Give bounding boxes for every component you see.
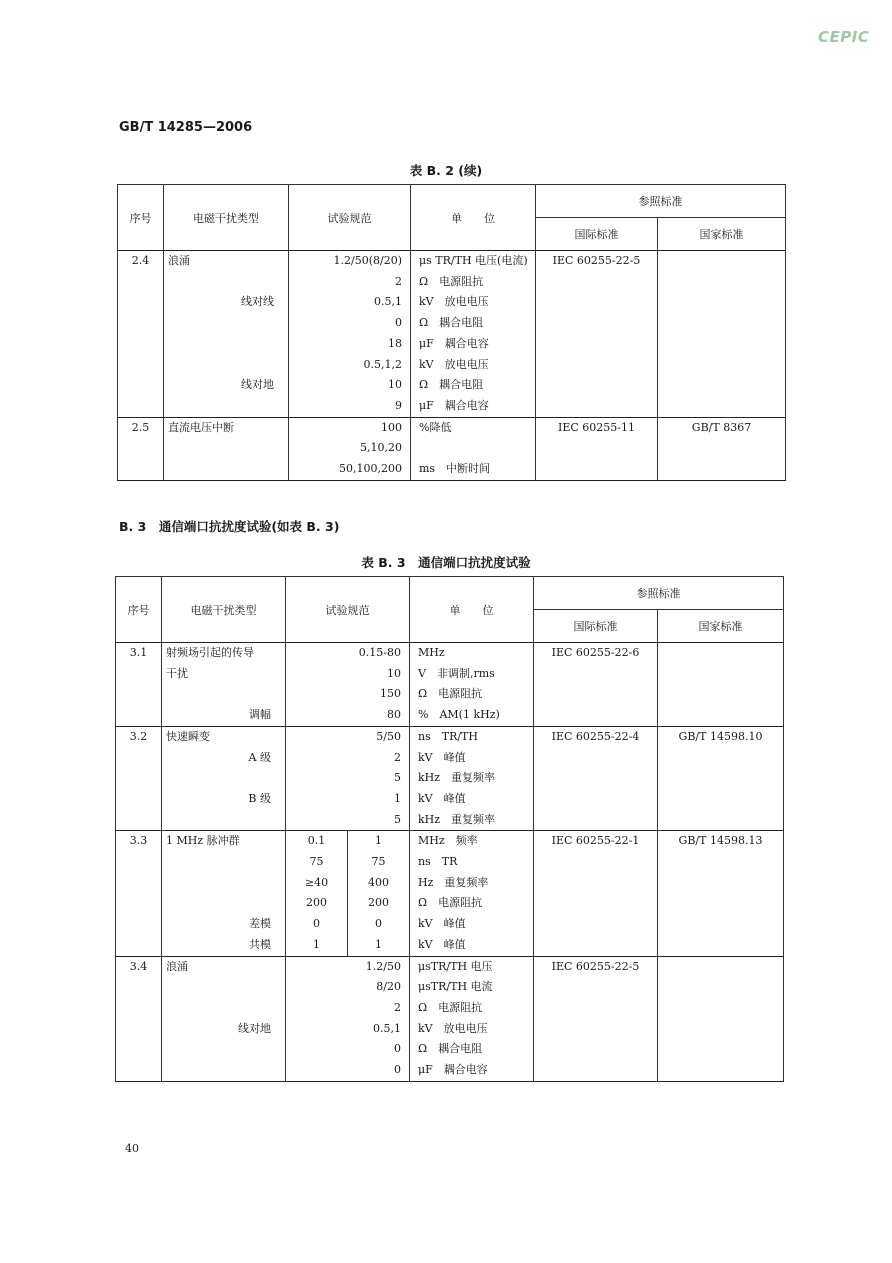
header-seq: 序号	[116, 577, 162, 643]
cell-natl: GB/T 14598.13	[658, 831, 784, 852]
cell-unit: ns TR/TH	[410, 726, 534, 747]
cell-natl	[658, 956, 784, 977]
header-seq: 序号	[118, 185, 164, 251]
cell-type: A 级	[162, 748, 286, 769]
header-natl: 国家标准	[658, 610, 784, 643]
cell-type: 差模	[162, 914, 286, 935]
cell-intl	[534, 1019, 658, 1040]
cell-intl	[534, 684, 658, 705]
cell-intl	[534, 748, 658, 769]
cell-seq	[116, 705, 162, 726]
cell-spec-max: 75	[348, 852, 410, 873]
table-b3-caption: 表 B. 3 通信端口抗扰度试验	[361, 555, 531, 570]
cell-seq	[116, 893, 162, 914]
cell-seq	[118, 313, 164, 334]
cell-type	[162, 998, 286, 1019]
table-row	[116, 1019, 784, 1040]
cell-type: 干扰	[162, 664, 286, 685]
table-row	[116, 1060, 784, 1081]
table-row	[116, 643, 784, 664]
cell-natl	[658, 789, 784, 810]
cell-unit: μF 耦合电容	[410, 1060, 534, 1081]
header-type: 电磁干扰类型	[164, 185, 289, 251]
cell-spec-max: 0	[348, 914, 410, 935]
table-row	[116, 935, 784, 956]
cell-type: 线对地	[164, 375, 289, 396]
cell-type	[164, 355, 289, 376]
cell-intl: IEC 60255-11	[536, 417, 658, 438]
cell-natl	[658, 355, 786, 376]
cell-spec: 0	[286, 1060, 410, 1081]
cell-type: 快速瞬变	[162, 726, 286, 747]
cell-seq	[116, 684, 162, 705]
cell-intl	[534, 998, 658, 1019]
cell-type	[162, 768, 286, 789]
table-row	[116, 768, 784, 789]
cell-natl	[658, 935, 784, 956]
cell-seq	[116, 1019, 162, 1040]
cell-seq: 3.3	[116, 831, 162, 852]
cell-natl	[658, 396, 786, 417]
cell-intl	[536, 272, 658, 293]
table-row	[116, 893, 784, 914]
cell-natl	[658, 459, 786, 480]
cell-type: 共模	[162, 935, 286, 956]
cell-spec: 5,10,20	[289, 438, 411, 459]
cell-type: 浪涌	[164, 251, 289, 272]
cell-unit	[411, 438, 536, 459]
publisher-logo: CEPIC	[818, 28, 870, 46]
cell-seq: 2.5	[118, 417, 164, 438]
cell-natl	[658, 272, 786, 293]
cell-unit: V 非调制,rms	[410, 664, 534, 685]
cell-spec: 5	[286, 768, 410, 789]
cell-type	[164, 334, 289, 355]
header-natl: 国家标准	[658, 218, 786, 251]
cell-spec-min: 0.1	[286, 831, 348, 852]
cell-intl	[536, 396, 658, 417]
cell-natl	[658, 334, 786, 355]
cell-seq	[116, 914, 162, 935]
cell-seq	[116, 873, 162, 894]
table-row	[118, 272, 786, 293]
header-unit: 单 位	[411, 185, 536, 251]
cell-spec: 1.2/50(8/20)	[289, 251, 411, 272]
table-row	[118, 334, 786, 355]
cell-natl	[658, 748, 784, 769]
table-row	[118, 459, 786, 480]
cell-spec: 2	[289, 272, 411, 293]
cell-intl	[534, 914, 658, 935]
table-row	[116, 705, 784, 726]
header-spec: 试验规范	[286, 577, 410, 643]
cell-type	[164, 438, 289, 459]
cell-type	[162, 873, 286, 894]
cell-type: 线对地	[162, 1019, 286, 1040]
cell-unit: Ω 耦合电阻	[411, 313, 536, 334]
cell-seq: 3.2	[116, 726, 162, 747]
table-row	[116, 831, 784, 852]
cell-type: 射频场引起的传导	[162, 643, 286, 664]
cell-natl	[658, 375, 786, 396]
table-b2	[117, 184, 786, 481]
cell-seq: 2.4	[118, 251, 164, 272]
cell-type: 1 MHz 脉冲群	[162, 831, 286, 852]
cell-spec: 0	[286, 1039, 410, 1060]
cell-unit: μF 耦合电容	[411, 396, 536, 417]
cell-seq	[116, 748, 162, 769]
cell-natl	[658, 705, 784, 726]
cell-unit: μs TR/TH 电压(电流)	[411, 251, 536, 272]
cell-unit: kV 放电电压	[411, 355, 536, 376]
cell-unit: μsTR/TH 电流	[410, 977, 534, 998]
cell-type: 浪涌	[162, 956, 286, 977]
cell-type: 调幅	[162, 705, 286, 726]
header-ref: 参照标准	[534, 577, 784, 610]
cell-seq	[118, 355, 164, 376]
table-row	[118, 396, 786, 417]
cell-spec-max: 1	[348, 831, 410, 852]
cell-unit: kV 放电电压	[410, 1019, 534, 1040]
cell-natl	[658, 768, 784, 789]
cell-natl	[658, 313, 786, 334]
cell-intl: IEC 60255-22-5	[534, 956, 658, 977]
cell-unit: ns TR	[410, 852, 534, 873]
cell-intl	[536, 292, 658, 313]
cell-spec-min: 200	[286, 893, 348, 914]
cell-unit: Ω 耦合电阻	[411, 375, 536, 396]
cell-unit: μF 耦合电容	[411, 334, 536, 355]
cell-unit: Ω 电源阻抗	[410, 684, 534, 705]
cell-spec: 150	[286, 684, 410, 705]
header-spec: 试验规范	[289, 185, 411, 251]
cell-spec: 8/20	[286, 977, 410, 998]
cell-natl: GB/T 8367	[658, 417, 786, 438]
cell-seq	[116, 1039, 162, 1060]
cell-seq	[118, 375, 164, 396]
cell-intl	[536, 313, 658, 334]
cell-type	[162, 852, 286, 873]
cell-seq	[118, 396, 164, 417]
cell-natl	[658, 684, 784, 705]
header-intl: 国际标准	[534, 610, 658, 643]
cell-unit: Ω 电源阻抗	[411, 272, 536, 293]
table-row	[118, 355, 786, 376]
cell-spec: 1	[286, 789, 410, 810]
cell-seq	[116, 664, 162, 685]
table-row	[116, 789, 784, 810]
table-row	[116, 726, 784, 747]
cell-intl: IEC 60255-22-4	[534, 726, 658, 747]
cell-spec: 80	[286, 705, 410, 726]
table-b3	[115, 576, 784, 1082]
cell-intl	[534, 768, 658, 789]
table-row	[116, 748, 784, 769]
cell-unit: Ω 耦合电阻	[410, 1039, 534, 1060]
cell-unit: kV 峰值	[410, 914, 534, 935]
cell-natl	[658, 438, 786, 459]
cell-spec: 9	[289, 396, 411, 417]
cell-natl	[658, 1039, 784, 1060]
cell-type	[162, 810, 286, 831]
table-row	[116, 914, 784, 935]
cell-seq	[116, 935, 162, 956]
cell-unit: ms 中断时间	[411, 459, 536, 480]
cell-spec: 10	[286, 664, 410, 685]
cell-spec: 10	[289, 375, 411, 396]
cell-intl	[534, 705, 658, 726]
cell-intl	[536, 355, 658, 376]
cell-natl	[658, 998, 784, 1019]
cell-natl	[658, 873, 784, 894]
cell-spec-min: 1	[286, 935, 348, 956]
header-type: 电磁干扰类型	[162, 577, 286, 643]
table-row	[118, 313, 786, 334]
cell-unit: MHz 频率	[410, 831, 534, 852]
cell-natl	[658, 251, 786, 272]
cell-natl	[658, 914, 784, 935]
cell-unit: kV 峰值	[410, 748, 534, 769]
cell-intl	[534, 873, 658, 894]
cell-spec-max: 1	[348, 935, 410, 956]
table-row	[116, 998, 784, 1019]
cell-spec: 50,100,200	[289, 459, 411, 480]
table-row	[116, 852, 784, 873]
cell-intl	[534, 789, 658, 810]
table-row	[116, 977, 784, 998]
cell-seq	[116, 768, 162, 789]
cell-spec-min: 0	[286, 914, 348, 935]
table-row	[118, 251, 786, 272]
cell-spec: 0	[289, 313, 411, 334]
cell-seq	[116, 852, 162, 873]
table-row	[116, 1039, 784, 1060]
cell-unit: %降低	[411, 417, 536, 438]
cell-unit: μsTR/TH 电压	[410, 956, 534, 977]
cell-intl: IEC 60255-22-5	[536, 251, 658, 272]
cell-spec-max: 400	[348, 873, 410, 894]
cell-spec: 5	[286, 810, 410, 831]
table-row	[118, 375, 786, 396]
table-row	[118, 417, 786, 438]
cell-intl: IEC 60255-22-1	[534, 831, 658, 852]
cell-seq	[116, 998, 162, 1019]
cell-spec: 100	[289, 417, 411, 438]
section-b3-heading: B. 3 通信端口抗扰度试验(如表 B. 3)	[119, 519, 340, 534]
cell-type	[162, 1060, 286, 1081]
cell-type	[164, 396, 289, 417]
cell-type	[162, 977, 286, 998]
cell-seq	[118, 438, 164, 459]
cell-type	[162, 684, 286, 705]
cell-spec: 5/50	[286, 726, 410, 747]
cell-spec: 0.5,1	[289, 292, 411, 313]
table-row	[116, 956, 784, 977]
cell-natl	[658, 893, 784, 914]
cell-intl	[534, 1039, 658, 1060]
cell-intl	[534, 977, 658, 998]
cell-seq	[118, 459, 164, 480]
cell-seq	[118, 292, 164, 313]
cell-intl	[534, 664, 658, 685]
cell-spec: 2	[286, 748, 410, 769]
cell-natl: GB/T 14598.10	[658, 726, 784, 747]
cell-spec-max: 200	[348, 893, 410, 914]
cell-unit: Ω 电源阻抗	[410, 998, 534, 1019]
cell-spec-min: ≥40	[286, 873, 348, 894]
cell-intl	[534, 893, 658, 914]
cell-seq: 3.4	[116, 956, 162, 977]
cell-intl	[536, 334, 658, 355]
cell-type: 直流电压中断	[164, 417, 289, 438]
cell-type: 线对线	[164, 292, 289, 313]
cell-natl	[658, 1019, 784, 1040]
cell-spec: 2	[286, 998, 410, 1019]
cell-natl	[658, 977, 784, 998]
cell-natl	[658, 664, 784, 685]
cell-intl	[536, 375, 658, 396]
cell-seq	[116, 977, 162, 998]
cell-unit: kHz 重复频率	[410, 768, 534, 789]
cell-natl	[658, 1060, 784, 1081]
cell-natl	[658, 292, 786, 313]
cell-seq	[118, 334, 164, 355]
cell-natl	[658, 852, 784, 873]
cell-seq	[116, 1060, 162, 1081]
cell-type	[164, 313, 289, 334]
table-row	[116, 684, 784, 705]
table-row	[118, 292, 786, 313]
cell-seq	[116, 789, 162, 810]
cell-natl	[658, 810, 784, 831]
cell-seq	[118, 272, 164, 293]
cell-intl	[534, 852, 658, 873]
cell-type	[162, 1039, 286, 1060]
cell-unit: kV 峰值	[410, 935, 534, 956]
cell-seq: 3.1	[116, 643, 162, 664]
page-number: 40	[125, 1142, 139, 1155]
header-intl: 国际标准	[536, 218, 658, 251]
cell-intl	[534, 1060, 658, 1081]
cell-intl	[534, 810, 658, 831]
table-row	[116, 810, 784, 831]
cell-spec: 0.5,1	[286, 1019, 410, 1040]
cell-seq	[116, 810, 162, 831]
cell-unit: kV 放电电压	[411, 292, 536, 313]
cell-intl	[536, 459, 658, 480]
table-row	[118, 438, 786, 459]
cell-spec: 0.15-80	[286, 643, 410, 664]
cell-unit: MHz	[410, 643, 534, 664]
cell-intl	[534, 935, 658, 956]
cell-unit: % AM(1 kHz)	[410, 705, 534, 726]
cell-spec: 0.5,1,2	[289, 355, 411, 376]
table-b2-caption: 表 B. 2 (续)	[409, 163, 483, 178]
cell-type: B 级	[162, 789, 286, 810]
cell-spec-min: 75	[286, 852, 348, 873]
cell-intl: IEC 60255-22-6	[534, 643, 658, 664]
table-row	[116, 664, 784, 685]
cell-spec: 1.2/50	[286, 956, 410, 977]
cell-type	[164, 272, 289, 293]
cell-type	[162, 893, 286, 914]
cell-natl	[658, 643, 784, 664]
header-ref: 参照标准	[536, 185, 786, 218]
cell-intl	[536, 438, 658, 459]
table-row	[116, 873, 784, 894]
cell-unit: kHz 重复频率	[410, 810, 534, 831]
cell-unit: Hz 重复频率	[410, 873, 534, 894]
cell-spec: 18	[289, 334, 411, 355]
cell-unit: kV 峰值	[410, 789, 534, 810]
cell-unit: Ω 电源阻抗	[410, 893, 534, 914]
cell-type	[164, 459, 289, 480]
header-unit: 单 位	[410, 577, 534, 643]
standard-header: GB/T 14285—2006	[119, 120, 253, 135]
